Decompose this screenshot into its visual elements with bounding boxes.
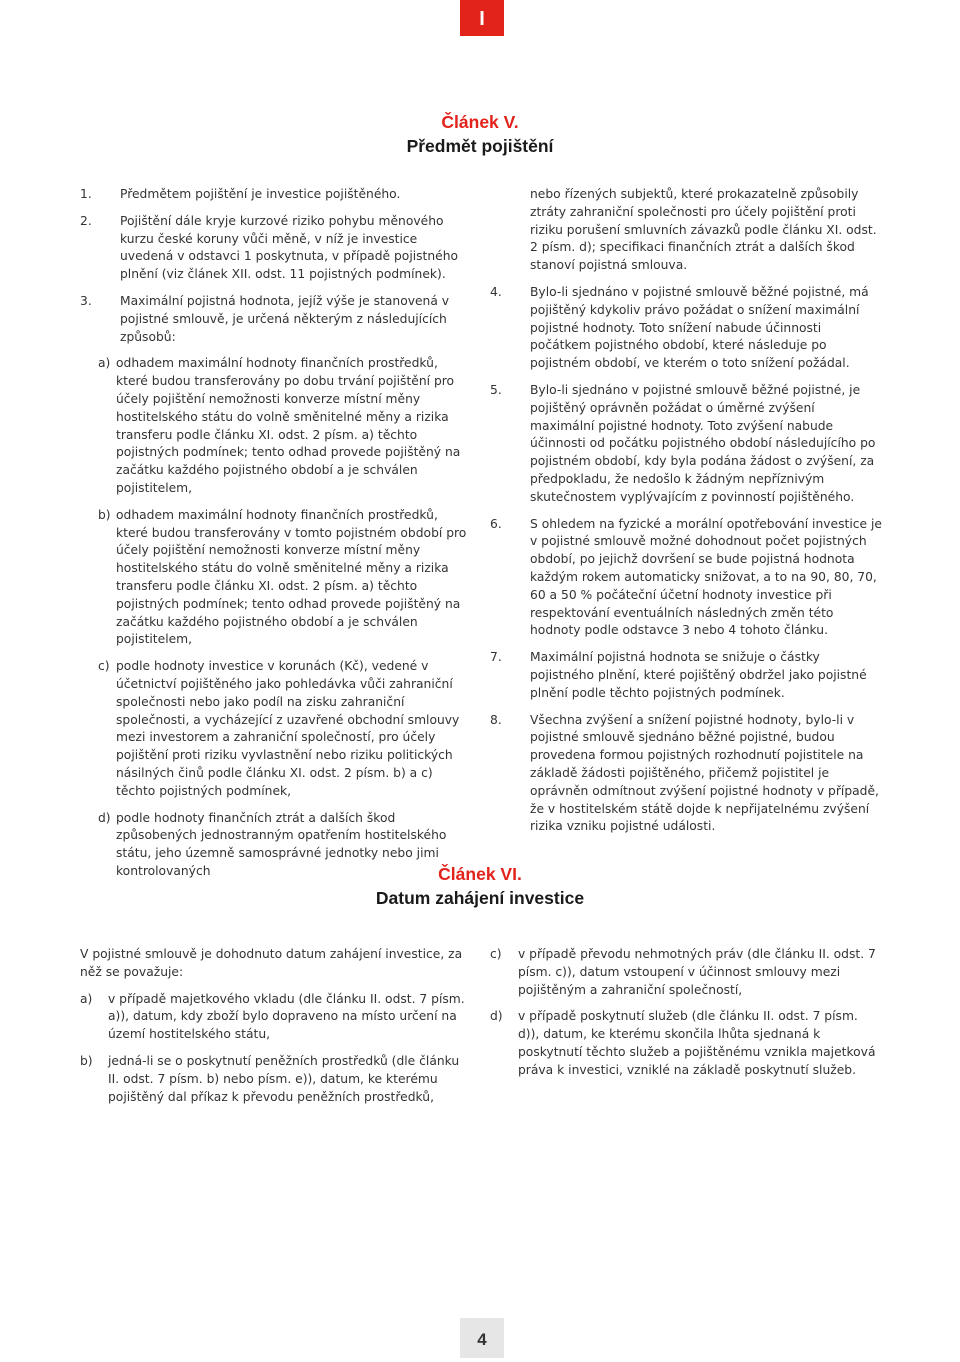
item-label: b): [80, 1053, 93, 1068]
item-number: 2.: [80, 213, 92, 228]
item-text: Všechna zvýšení a snížení pojistné hodnoty, bylo-li v pojistné smlouvě sjednáno běžné pojistné, budou provedena formou pojistných rozhodnutí pojistitele na základě žádosti pojištěného, přičemž pojistitel je oprávněn odmítnout zvýšení pojistné hodnoty v případě, že v hostitelském státě dojde k nepřijatelnému zvýšení rizika vzniku pojistné události.: [530, 712, 879, 834]
list-item: [490, 284, 882, 373]
page-number: 4: [460, 1318, 504, 1358]
sub-item-text: odhadem maximální hodnoty finančních prostředků, které budou transferovány v tomto pojistném období pro účely pojištění nemožnosti konverze místní měny hostitelského státu do volně směnitelné měny a rizika transferu podle článku XI. odst. 2 písm. a) těchto pojistných podmínek; tento odhad provede pojištěný na začátku každého pojistného období a je schválen pojistitelem,: [116, 507, 467, 647]
item-text: Bylo-li sjednáno v pojistné smlouvě běžné pojistné, je pojištěný oprávněn požádat o úměrné zvýšení maximální pojistné hodnoty. Toto zvýšení nabude účinnosti od počátku pojistného období následujícího po pojistném období, kdy byla podána žádost o zvýšení, za předpokladu, že nedošlo k žádným nepříznivým skutečnostem vyplývajícím z povinností pojištěného.: [530, 382, 876, 504]
item-text: Maximální pojistná hodnota, jejíž výše je stanovená v pojistné smlouvě, je určená některým z následujících způsobů:: [120, 293, 450, 344]
continuation-text: [490, 186, 882, 275]
sub-item-label: c): [98, 659, 110, 674]
item-number: 7.: [490, 650, 502, 665]
list-item: [80, 1053, 472, 1106]
item-text: v případě majetkového vkladu (dle článku II. odst. 7 písm. a)), datum, kdy zboží bylo dopraveno na místo určení na území hostitelského státu,: [108, 991, 465, 1042]
article-6-heading: [0, 862, 960, 910]
sub-item: [98, 507, 472, 649]
item-text: Předmětem pojištění je investice pojištěného.: [120, 187, 401, 201]
sub-item-label: a): [98, 356, 111, 371]
item-number: 1.: [80, 187, 92, 201]
list-item: [490, 1008, 882, 1079]
article-5-right-column: [490, 186, 882, 845]
list-item: [80, 991, 472, 1044]
article-5-number: Článek V.: [441, 112, 519, 132]
item-text: Pojištění dále kryje kurzové riziko pohybu měnového kurzu české koruny vůči měně, v níž je investice uvedená v odstavci 1 poskytnuta, v případě pojistného plnění (viz článek XII. odst. 11 pojistných podmínek).: [120, 213, 459, 282]
item-label: c): [490, 947, 502, 961]
list-item: [490, 946, 882, 999]
article-6-left-column: [80, 946, 472, 1115]
item-text: Bylo-li sjednáno v pojistné smlouvě běžné pojistné, má pojištěný kdykoliv právo požádat o snížení maximální pojistné hodnoty. Toto snížení nabude účinnosti počátkem pojistného období, které následuje po pojistném období, ve kterém o toto snížení požádal.: [530, 284, 869, 371]
intro-paragraph: V pojistné smlouvě je dohodnuto datum zahájení investice, za něž se považuje:: [80, 947, 463, 979]
article-5-heading: [0, 110, 960, 158]
list-item: [490, 382, 882, 507]
sub-item-label: d): [98, 810, 111, 825]
article-6-title: Datum zahájení investice: [375, 888, 585, 908]
article-6-right-column: [490, 946, 882, 1089]
list-item: [80, 186, 472, 204]
sub-item-text: odhadem maximální hodnoty finančních prostředků, které budou transferovány po dobu trvání pojištění pro účely pojištění nemožnosti konverze místní měny hostitelského státu do volně směnitelné měny a rizika transferu podle článku XI. odst. 2 písm. a) těchto pojistných podmínek; tento odhad provede pojištěný na začátku každého pojistného období a je schválen pojistitelem,: [116, 356, 461, 495]
sub-item-text: podle hodnoty finančních ztrát a dalších škod způsobených jednostranným opatřením hostitelského státu, jeho územně samosprávné jednotky nebo jimi kontrolovaných: [116, 810, 447, 878]
sub-item: [98, 658, 472, 800]
item-number: 5.: [490, 382, 502, 397]
section-tab: I: [460, 0, 504, 36]
item-number: 4.: [490, 284, 502, 299]
sub-item-label: b): [98, 507, 111, 522]
list-item: [490, 712, 882, 837]
item-text: v případě poskytnutí služeb (dle článku II. odst. 7 písm. d)), datum, ke kterému skončila lhůta sjednaná k poskytnutí těchto služeb a pojištěnému vznikla majetková práva k investici, vzniklé na základě poskytnutí služeb.: [518, 1009, 876, 1077]
list-item: [80, 293, 472, 881]
continuation-paragraph: nebo řízených subjektů, které prokazatelně způsobily ztráty zahraniční společnosti pro účely pojištění proti riziku porušení smluvních závazků podle článku XI. odst. 2 písm. d); specifikaci finančních ztrát a dalších škod stanoví pojistná smlouva.: [530, 187, 877, 273]
item-label: a): [80, 991, 93, 1006]
article-5-title: Předmět pojištění: [406, 136, 554, 156]
sub-item: [98, 355, 472, 497]
item-label: d): [490, 1009, 503, 1024]
item-text: jedná-li se o poskytnutí peněžních prostředků (dle článku II. odst. 7 písm. b) nebo písm. e)), datum, ke kterému pojištěný dal příkaz k převodu peněžních prostředků,: [108, 1053, 460, 1104]
item-text: S ohledem na fyzické a morální opotřebování investice je v pojistné smlouvě možné dohodnout počet pojistných období, po jejichž dovršení se bude pojistná hodnota každým rokem automaticky snižovat, a to na 90, 80, 70, 60 a 50 % počáteční účetní hodnoty investice při respektování eventuálních následných změn této hodnoty podle odstavce 3 nebo 4 tohoto článku.: [530, 516, 882, 638]
item-text: Maximální pojistná hodnota se snižuje o částky pojistného plnění, které pojištěný obdržel jako pojistné plnění podle těchto pojistných podmínek.: [530, 650, 867, 700]
article-5-left-column: [80, 186, 472, 890]
list-item: [80, 213, 472, 284]
item-text: v případě převodu nehmotných práv (dle článku II. odst. 7 písm. c)), datum vstoupení v účinnost smlouvy mezi pojištěným a zahraniční společností,: [518, 947, 876, 997]
item-number: 6.: [490, 516, 502, 531]
article-6-number: Článek VI.: [438, 864, 522, 884]
sub-item-text: podle hodnoty investice v korunách (Kč), vedené v účetnictví pojištěného jako pohledávka vůči zahraniční společnosti nebo jako podíl na zisku zahraniční společnosti, a vycházející z uzavřené obchodní smlouvy mezi investorem a zahraniční společností, pro účely pojištění proti riziku vyvlastnění nebo riziku politických násilných činů podle článku XI. odst. 2 písm. b) a c) těchto pojistných podmínek,: [116, 659, 460, 798]
list-item: [490, 649, 882, 702]
item-number: 3.: [80, 293, 92, 308]
item-number: 8.: [490, 712, 502, 727]
list-item: [490, 516, 882, 641]
